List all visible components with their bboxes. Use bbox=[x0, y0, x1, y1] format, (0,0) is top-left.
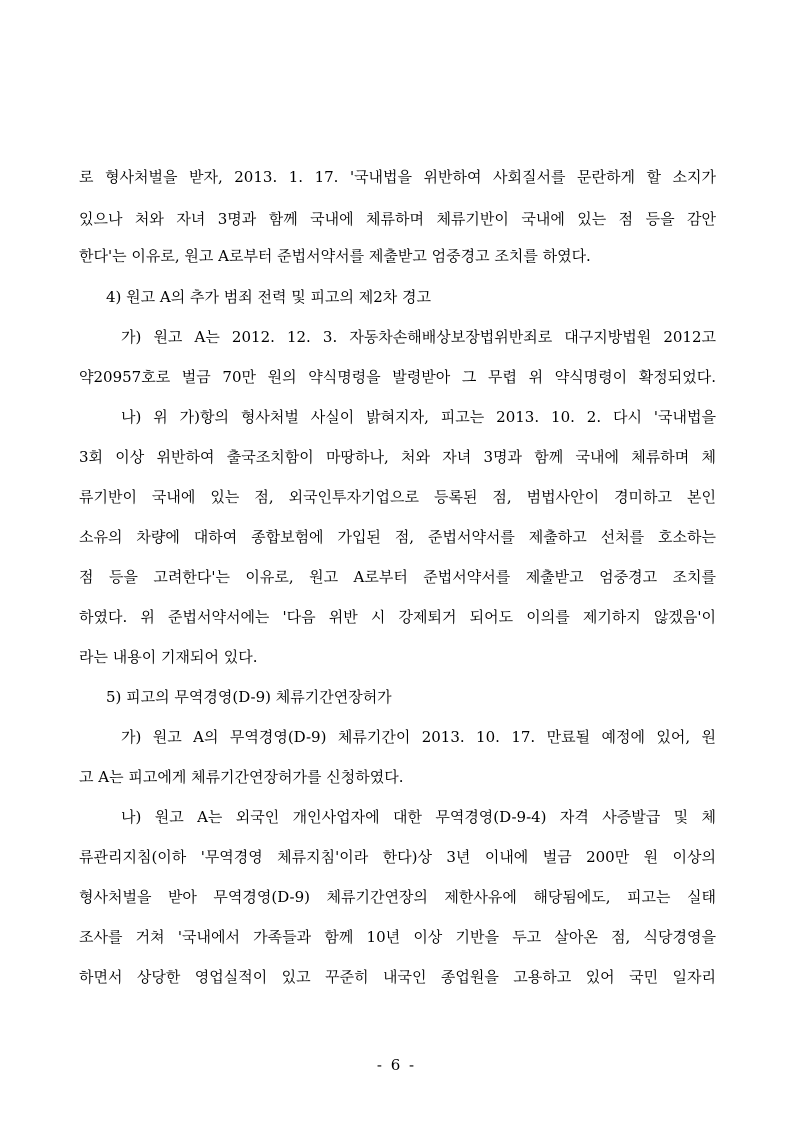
body-text-line: 나) 원고 A는 외국인 개인사업자에 대한 무역경영(D-9-4) 자격 사증발급 및 체 bbox=[121, 808, 716, 826]
body-text-line: 류기반이 국내에 있는 점, 외국인투자기업으로 등록된 점, 범법사안이 경미하고 본인 bbox=[79, 488, 716, 506]
section-heading-5: 5) 피고의 무역경영(D-9) 체류기간연장허가 bbox=[106, 688, 392, 706]
body-text-line: 나) 위 가)항의 형사처벌 사실이 밝혀지자, 피고는 2013. 10. 2. 다시 '국내법을 bbox=[121, 408, 716, 426]
body-text-line: 점 등을 고려한다'는 이유로, 원고 A로부터 준법서약서를 제출받고 엄중경고 조치를 bbox=[79, 568, 716, 586]
body-text-line: 조사를 거쳐 '국내에서 가족들과 함께 10년 이상 기반을 두고 살아온 점, 식당경영을 bbox=[79, 928, 716, 946]
body-text-line: 고 A는 피고에게 체류기간연장허가를 신청하였다. bbox=[79, 768, 404, 786]
body-text-line: 있으나 처와 자녀 3명과 함께 국내에 체류하며 체류기반이 국내에 있는 점 등을 감안 bbox=[79, 210, 716, 228]
body-text-line: 로 형사처벌을 받자, 2013. 1. 17. '국내법을 위반하여 사회질서를 문란하게 할 소지가 bbox=[79, 168, 716, 186]
body-text-line: 하였다. 위 준법서약서에는 '다음 위반 시 강제퇴거 되어도 이의를 제기하지 않겠음'이 bbox=[79, 608, 716, 626]
body-text-line: 가) 원고 A는 2012. 12. 3. 자동차손해배상보장법위반죄로 대구지방법원 2012고 bbox=[121, 328, 716, 346]
body-text-line: 하면서 상당한 영업실적이 있고 꾸준히 내국인 종업원을 고용하고 있어 국민 일자리 bbox=[79, 968, 716, 986]
body-text-line: 라는 내용이 기재되어 있다. bbox=[79, 648, 258, 666]
body-text-line: 류관리지침(이하 '무역경영 체류지침'이라 한다)상 3년 이내에 벌금 200만 원 이상의 bbox=[79, 848, 716, 866]
body-text-line: 약20957호로 벌금 70만 원의 약식명령을 발령받아 그 무렵 위 약식명령이 확정되었다. bbox=[79, 368, 716, 386]
page-number: - 6 - bbox=[376, 1056, 417, 1074]
body-text-line: 형사처벌을 받아 무역경영(D-9) 체류기간연장의 제한사유에 해당됨에도, 피고는 실태 bbox=[79, 888, 716, 906]
body-text-line: 한다'는 이유로, 원고 A로부터 준법서약서를 제출받고 엄중경고 조치를 하였다. bbox=[79, 247, 591, 265]
body-text-line: 3회 이상 위반하여 출국조치함이 마땅하나, 처와 자녀 3명과 함께 국내에 체류하며 체 bbox=[79, 448, 716, 466]
body-text-line: 소유의 차량에 대하여 종합보험에 가입된 점, 준법서약서를 제출하고 선처를 호소하는 bbox=[79, 528, 716, 546]
section-heading-4: 4) 원고 A의 추가 범죄 전력 및 피고의 제2차 경고 bbox=[106, 288, 432, 306]
body-text-line: 가) 원고 A의 무역경영(D-9) 체류기간이 2013. 10. 17. 만료될 예정에 있어, 원 bbox=[121, 728, 716, 746]
